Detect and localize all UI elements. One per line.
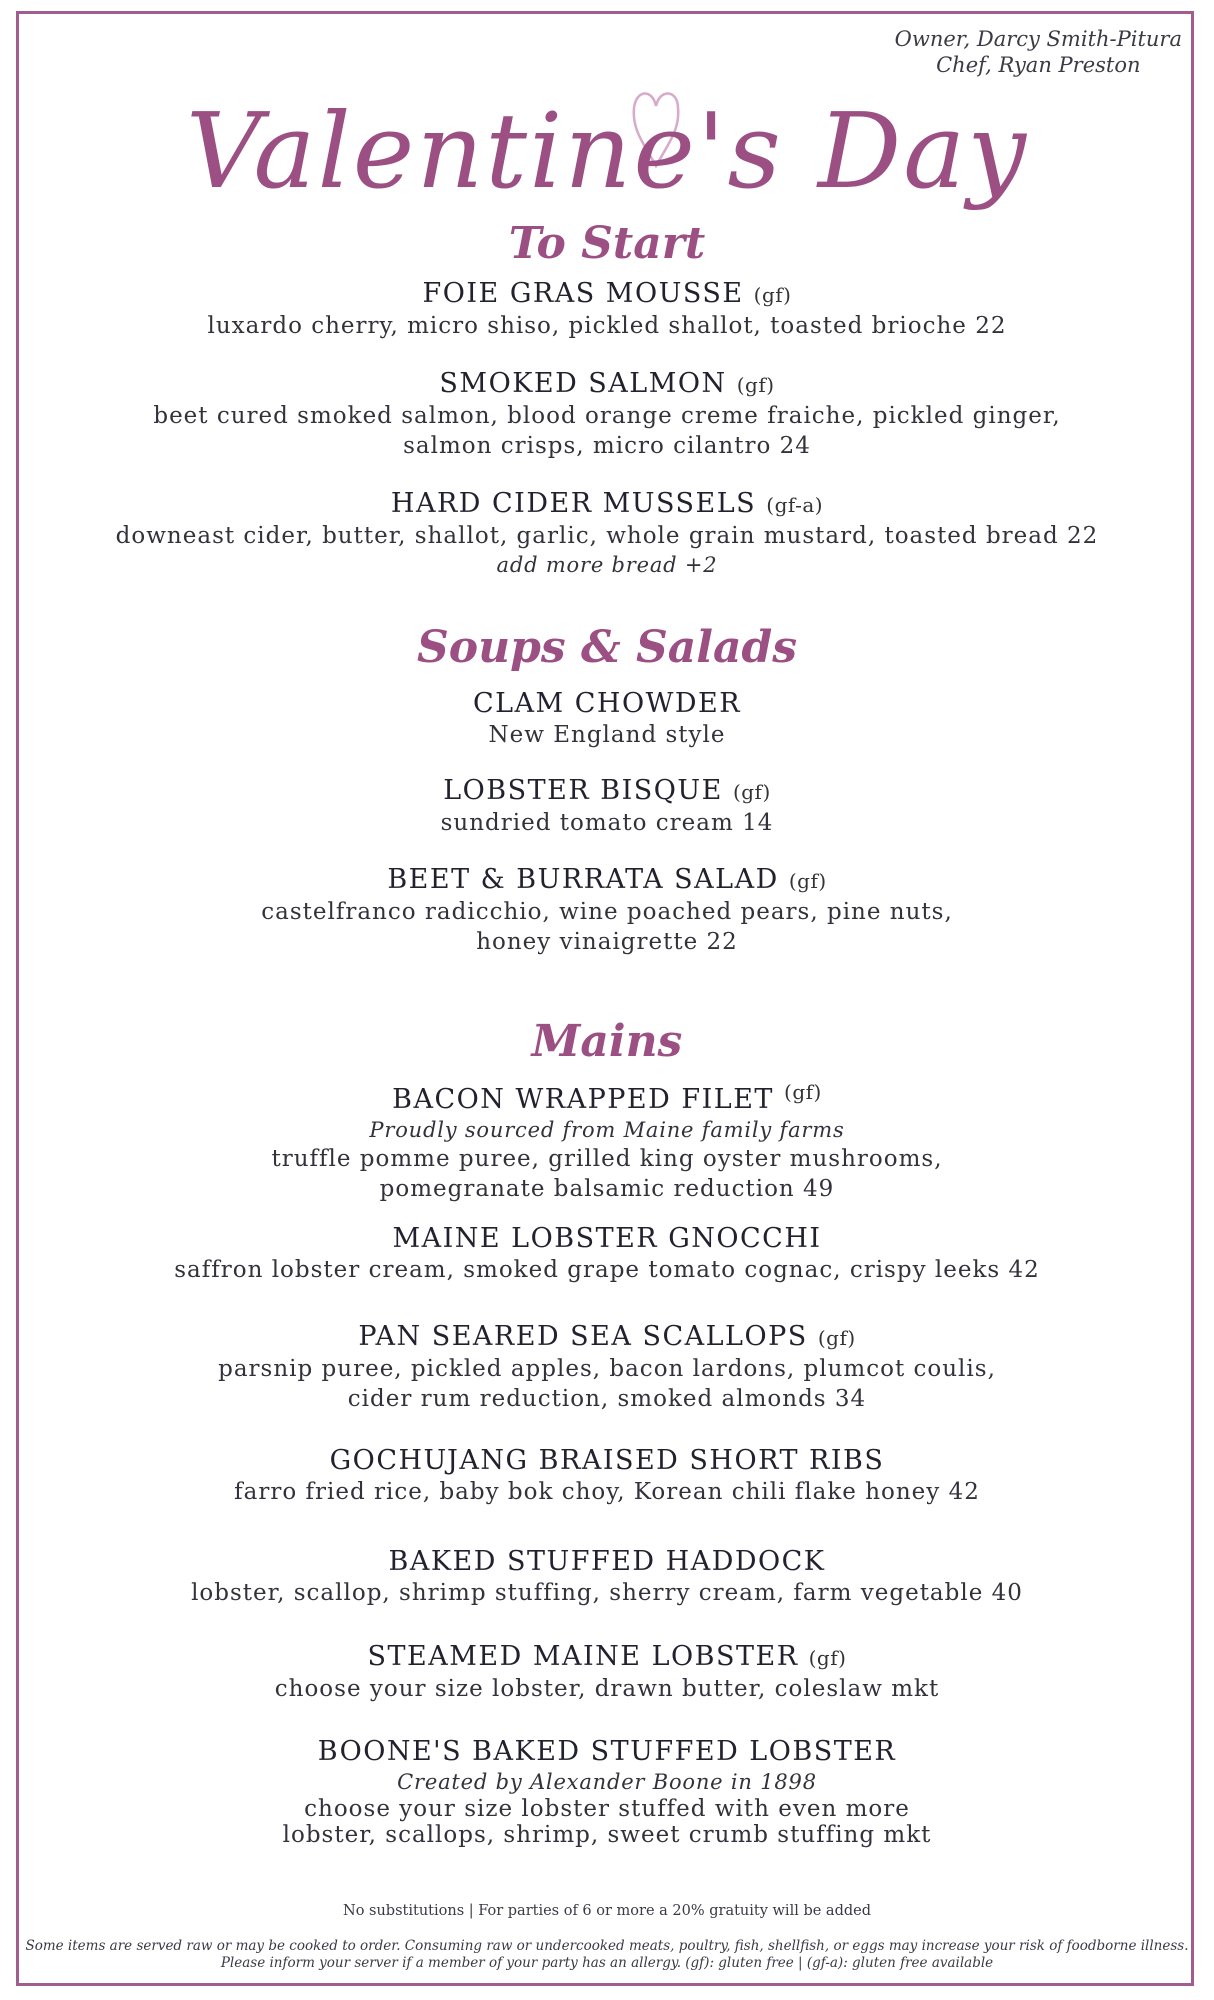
item-name: BAKED STUFFED HADDOCK <box>388 1546 826 1577</box>
item-description: downeast cider, butter, shallot, garlic, whole grain mustard, toasted bread 22 <box>115 523 1099 549</box>
chef-credit: Chef, Ryan Preston <box>936 53 1141 77</box>
owner-credit: Owner, Darcy Smith-Pitura <box>894 27 1182 51</box>
item-name: CLAM CHOWDER <box>472 688 742 719</box>
item-description: farro fried rice, baby bok choy, Korean chili flake honey 42 <box>234 1479 980 1505</box>
menu-item-boones-lobster <box>0 1736 1214 1848</box>
item-description: cider rum reduction, smoked almonds 34 <box>347 1386 867 1412</box>
menu-title: Valentine's Day <box>185 90 1029 212</box>
item-description: sundried tomato cream 14 <box>440 810 774 836</box>
item-description: lobster, scallops, shrimp, sweet crumb stuffing mkt <box>282 1822 932 1848</box>
title-block <box>0 40 1214 220</box>
item-description: choose your size lobster, drawn butter, coleslaw mkt <box>274 1676 940 1702</box>
menu-item-lobster-bisque <box>0 775 1214 838</box>
item-tag: (gf) <box>736 373 775 397</box>
item-name: HARD CIDER MUSSELS <box>390 488 757 519</box>
menu-item-bacon-filet <box>0 1076 1214 1204</box>
menu-item-foie-gras <box>0 278 1214 341</box>
item-name: PAN SEARED SEA SCALLOPS <box>358 1321 808 1352</box>
item-description: pomegranate balsamic reduction 49 <box>379 1176 835 1202</box>
item-name: SMOKED SALMON <box>439 368 727 399</box>
menu-item-clam-chowder <box>0 688 1214 750</box>
menu-item-sea-scallops <box>0 1321 1214 1414</box>
menu-item-short-ribs <box>0 1445 1214 1507</box>
item-tag: (gf) <box>808 1646 847 1670</box>
item-tag: (gf) <box>732 780 771 804</box>
menu-item-steamed-lobster <box>0 1641 1214 1704</box>
item-tag: (gf) <box>817 1326 856 1350</box>
item-description: parsnip puree, pickled apples, bacon lardons, plumcot coulis, <box>218 1356 996 1382</box>
item-name: MAINE LOBSTER GNOCCHI <box>392 1223 822 1254</box>
item-description: beet cured smoked salmon, blood orange creme fraiche, pickled ginger, <box>153 403 1061 429</box>
item-description: lobster, scallop, shrimp stuffing, sherry cream, farm vegetable 40 <box>191 1580 1023 1606</box>
item-description: New England style <box>488 722 726 748</box>
menu-item-beet-burrata <box>0 864 1214 957</box>
item-description: truffle pomme puree, grilled king oyster mushrooms, <box>271 1146 943 1172</box>
item-description: luxardo cherry, micro shiso, pickled shallot, toasted brioche 22 <box>207 313 1007 339</box>
item-tag: (gf-a) <box>766 493 824 517</box>
item-name: LOBSTER BISQUE <box>443 775 723 806</box>
item-tag: (gf) <box>788 869 827 893</box>
menu-item-smoked-salmon <box>0 368 1214 461</box>
item-tag: (gf) <box>784 1080 822 1104</box>
allergy-disclaimer <box>0 1938 1214 1972</box>
item-name: BACON WRAPPED FILET <box>392 1084 774 1115</box>
item-subtitle: Proudly sourced from Maine family farms <box>369 1118 845 1142</box>
item-description: salmon crisps, micro cilantro 24 <box>403 433 811 459</box>
menu-item-stuffed-haddock <box>0 1546 1214 1608</box>
item-description: choose your size lobster stuffed with even more <box>304 1796 910 1822</box>
item-name: STEAMED MAINE LOBSTER <box>367 1641 799 1672</box>
raw-food-warning: Some items are served raw or may be cooked to order. Consuming raw or undercooked meats, poultry, fish, shellfish, or eggs may increase your risk of foodborne illness. <box>25 1938 1189 1954</box>
item-subtitle: Created by Alexander Boone in 1898 <box>397 1770 817 1794</box>
section-title-to-start: To Start <box>508 218 706 269</box>
item-tag: (gf) <box>753 283 792 307</box>
item-name: FOIE GRAS MOUSSE <box>422 278 744 309</box>
menu-item-lobster-gnocchi <box>0 1223 1214 1285</box>
item-description: honey vinaigrette 22 <box>476 929 738 955</box>
item-name: GOCHUJANG BRAISED SHORT RIBS <box>329 1445 885 1476</box>
section-title-mains: Mains <box>531 1016 683 1067</box>
item-description: castelfranco radicchio, wine poached pears, pine nuts, <box>261 899 953 925</box>
allergy-note: Please inform your server if a member of your party has an allergy. (gf): gluten free | (gf-a): gluten free available <box>220 1955 994 1971</box>
menu-item-cider-mussels <box>0 488 1214 579</box>
section-title-soups-salads: Soups & Salads <box>416 622 798 673</box>
policy-note: No substitutions | For parties of 6 or more a 20% gratuity will be added <box>343 1903 871 1919</box>
item-description: saffron lobster cream, smoked grape tomato cognac, crispy leeks 42 <box>174 1257 1040 1283</box>
item-name: BOONE'S BAKED STUFFED LOBSTER <box>317 1736 897 1767</box>
item-name: BEET & BURRATA SALAD <box>387 864 779 895</box>
item-note: add more bread +2 <box>496 553 718 577</box>
